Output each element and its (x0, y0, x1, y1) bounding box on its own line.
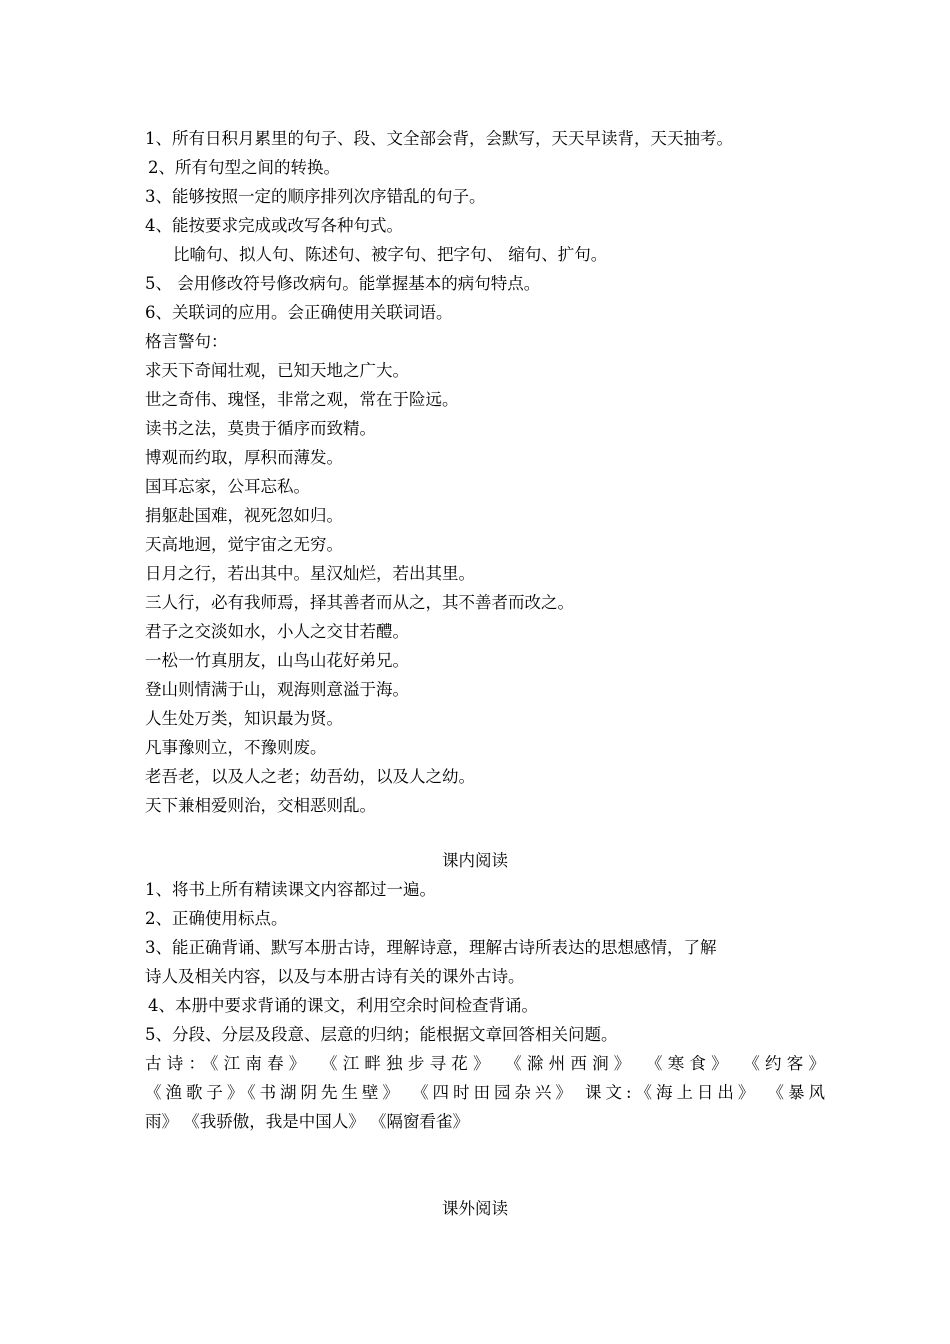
reading-item-4: 4、本册中要求背诵的课文，利用空余时间检查背诵。 (148, 996, 538, 1015)
requirement-item-4: 4、能按要求完成或改写各种句式。 (145, 216, 403, 235)
proverb-line: 三人行，必有我师焉，择其善者而从之，其不善者而改之。 (145, 593, 574, 612)
reading-item-1: 1、将书上所有精读课文内容都过一遍。 (145, 880, 436, 899)
proverb-line: 读书之法，莫贵于循序而致精。 (145, 419, 376, 438)
poem-list-line-3: 雨》 《我骄傲，我是中国人》 《隔窗看雀》 (145, 1112, 469, 1131)
spacer (145, 1136, 825, 1194)
reading-item-3: 3、能正确背诵、默写本册古诗，理解诗意，理解古诗所表达的思想感情，了解 (145, 938, 717, 957)
section-heading-in-class-reading: 课内阅读 (442, 851, 508, 870)
proverb-line: 博观而约取，厚积而薄发。 (145, 448, 343, 467)
requirement-item-5: 5、 会用修改符号修改病句。能掌握基本的病句特点。 (145, 274, 541, 293)
proverb-line: 凡事豫则立，不豫则废。 (145, 738, 327, 757)
document-content (145, 124, 825, 1223)
proverb-line: 求天下奇闻壮观，已知天地之广大。 (145, 361, 409, 380)
requirement-item-2: 2、所有句型之间的转换。 (148, 158, 340, 177)
proverb-line: 老吾老，以及人之老；幼吾幼，以及人之幼。 (145, 767, 475, 786)
proverb-line: 一松一竹真朋友，山鸟山花好弟兄。 (145, 651, 409, 670)
poem-list-line-1: 古诗：《江南春》 《江畔独步寻花》 《滁州西涧》 《寒食》 《约客》 (145, 1054, 825, 1073)
proverb-line: 天下兼相爱则治，交相恶则乱。 (145, 796, 376, 815)
requirement-item-1: 1、所有日积月累里的句子、段、文全部会背，会默写，天天早读背，天天抽考。 (145, 129, 733, 148)
sentence-types-list: 比喻句、拟人句、陈述句、被字句、把字句、 缩句、扩句。 (173, 245, 608, 264)
proverb-line: 君子之交淡如水，小人之交甘若醴。 (145, 622, 409, 641)
proverb-line: 国耳忘家，公耳忘私。 (145, 477, 310, 496)
proverbs-title: 格言警句： (145, 332, 228, 351)
reading-item-3-continued: 诗人及相关内容，以及与本册古诗有关的课外古诗。 (145, 967, 525, 986)
proverb-line: 人生处万类，知识最为贤。 (145, 709, 343, 728)
proverb-line: 登山则情满于山，观海则意溢于海。 (145, 680, 409, 699)
section-heading-outside-reading: 课外阅读 (442, 1199, 508, 1218)
proverb-line: 捐躯赴国难，视死忽如归。 (145, 506, 343, 525)
proverb-line: 世之奇伟、瑰怪，非常之观，常在于险远。 (145, 390, 459, 409)
proverb-line: 天高地迥，觉宇宙之无穷。 (145, 535, 343, 554)
requirement-item-6: 6、关联词的应用。会正确使用关联词语。 (145, 303, 453, 322)
requirement-item-3: 3、能够按照一定的顺序排列次序错乱的句子。 (145, 187, 486, 206)
poem-list-line-2: 《渔歌子》《书湖阴先生壁》 《四时田园杂兴》 课文:《海上日出》 《暴风 (145, 1083, 825, 1102)
proverb-line: 日月之行，若出其中。星汉灿烂，若出其里。 (145, 564, 475, 583)
reading-item-5: 5、分段、分层及段意、层意的归纳；能根据文章回答相关问题。 (145, 1025, 618, 1044)
spacer (145, 820, 825, 846)
reading-item-2: 2、正确使用标点。 (145, 909, 288, 928)
